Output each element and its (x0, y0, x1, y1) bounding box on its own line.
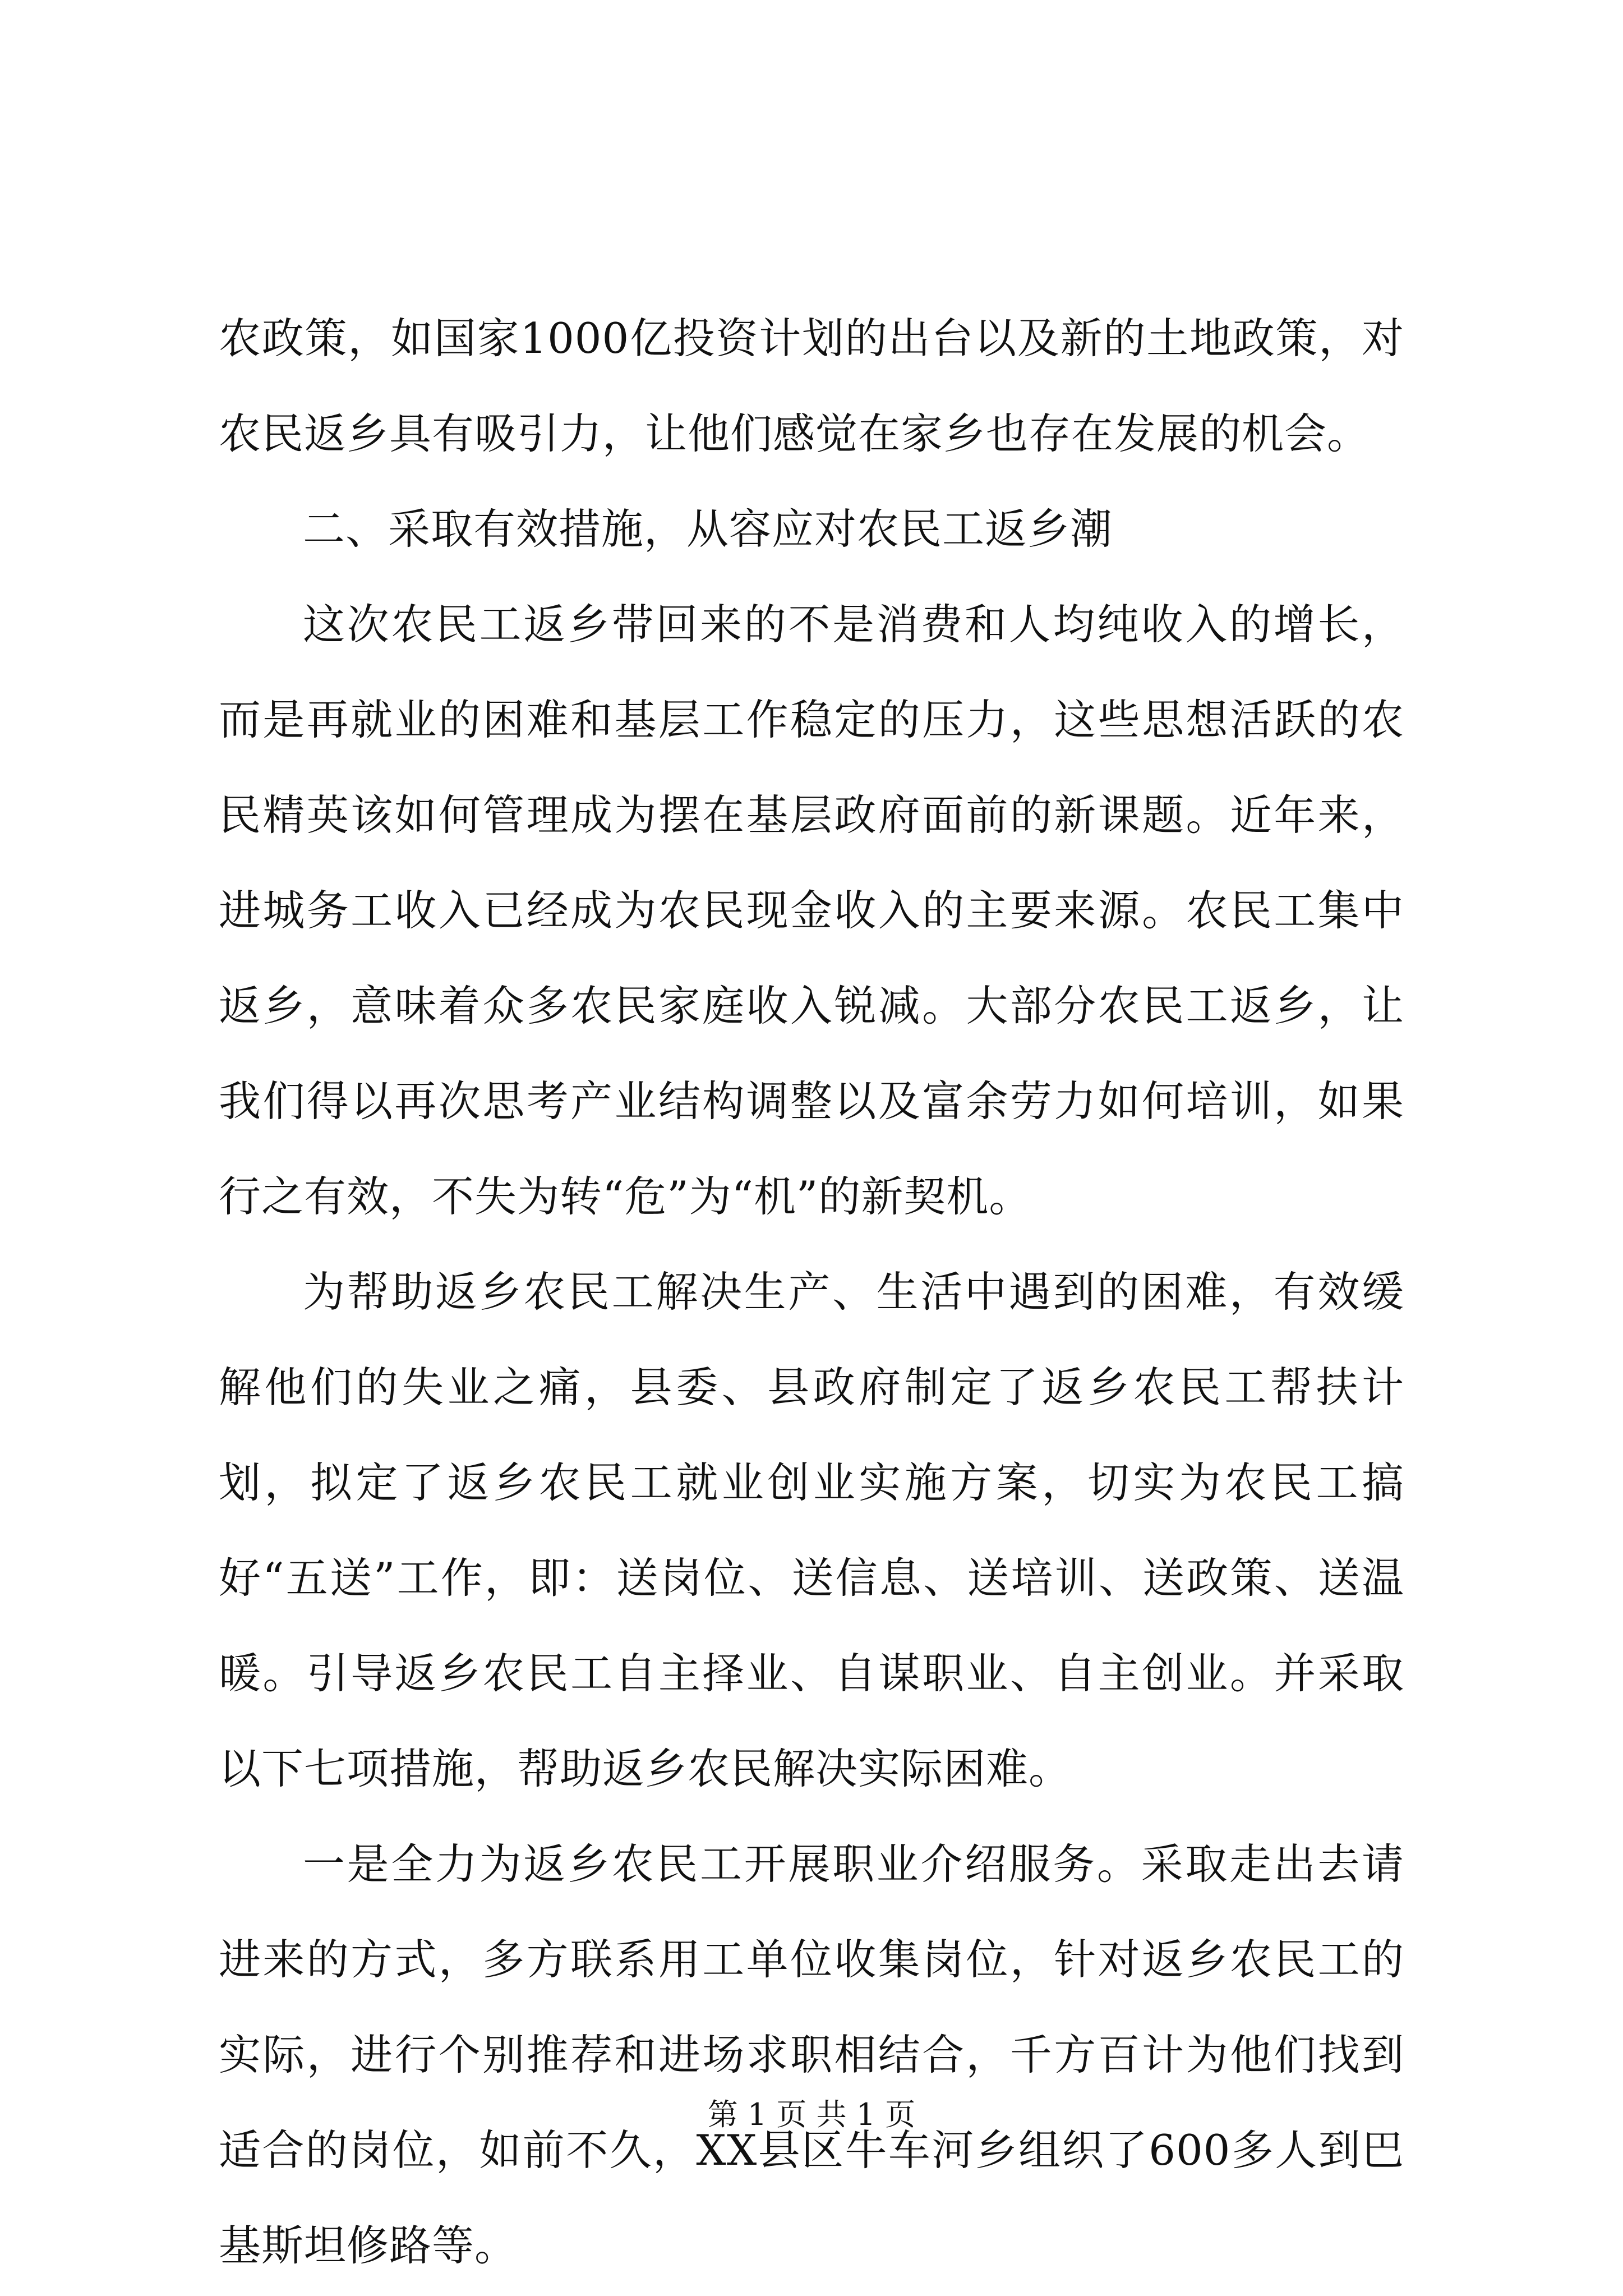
paragraph-1: 农政策，如国家1000亿投资计划的出台以及新的土地政策，对农民返乡具有吸引力，让他们感觉在家乡也存在发展的机会。 (219, 314, 1404, 458)
document-body (219, 291, 1404, 2293)
page-number-footer: 第 1 页 共 1 页 (707, 2097, 916, 2132)
paragraph-3: 为帮助返乡农民工解决生产、生活中遇到的困难，有效缓解他们的失业之痛，县委、县政府制定了返乡农民工帮扶计划，拟定了返乡农民工就业创业实施方案，切实为农民工搞好“五送”工作，即：送岗位、送信息、送培训、送政策、送温暖。引导返乡农民工自主择业、自谋职业、自主创业。并采取以下七项措施，帮助返乡农民解决实际困难。 (219, 1267, 1404, 1793)
paragraph-2: 这次农民工返乡带回来的不是消费和人均纯收入的增长，而是再就业的困难和基层工作稳定的压力，这些思想活跃的农民精英该如何管理成为摆在基层政府面前的新课题。近年来，进城务工收入已经成为农民现金收入的主要来源。农民工集中返乡，意味着众多农民家庭收入锐减。大部分农民工返乡，让我们得以再次思考产业结构调整以及富余劳力如何培训，如果行之有效，不失为转“危”为“机”的新契机。 (219, 600, 1404, 1221)
paragraph-4: 一是全力为返乡农民工开展职业介绍服务。采取走出去请进来的方式，多方联系用工单位收集岗位，针对返乡农民工的实际，进行个别推荐和进场求职相结合，千方百计为他们找到适合的岗位，如前不久，XX县区牛车河乡组织了600多人到巴基斯坦修路等。 (219, 1839, 1404, 2270)
section-heading: 二、采取有效措施，从容应对农民工返乡潮 (303, 504, 1113, 554)
